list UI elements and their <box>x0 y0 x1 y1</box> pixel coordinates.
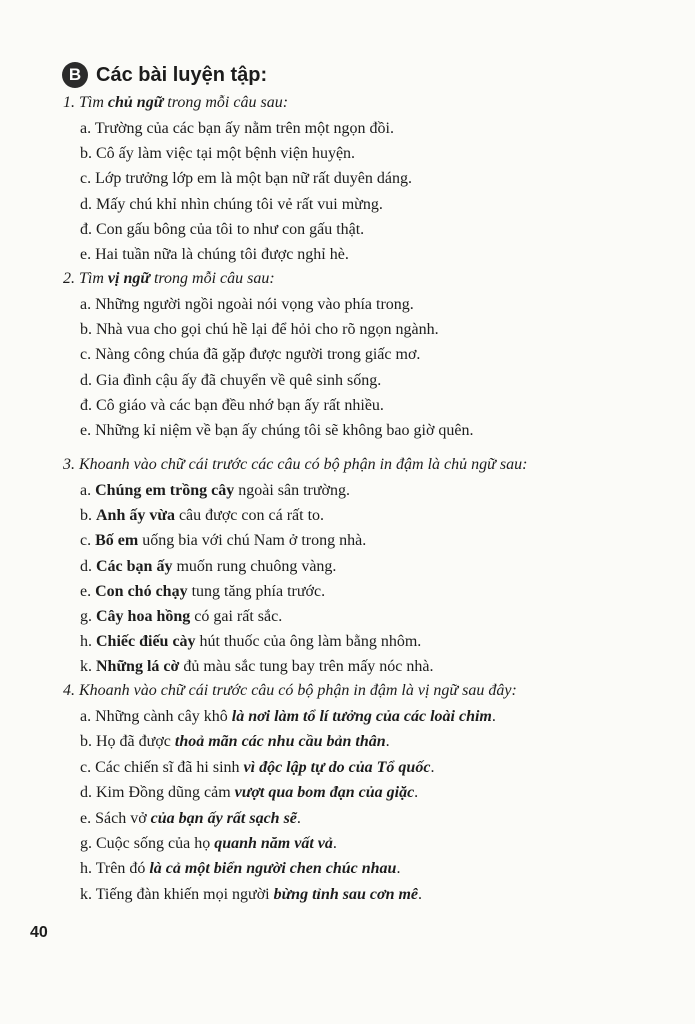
item-letter: c. <box>80 758 92 776</box>
item-text: Cô ấy làm việc tại một bệnh viện huyện. <box>96 145 356 163</box>
list-item[interactable] <box>80 296 414 314</box>
item-text: Trên đó <box>95 860 150 878</box>
item-text-end: . <box>414 784 419 802</box>
list-item[interactable] <box>80 145 355 163</box>
item-letter: d. <box>80 195 92 213</box>
item-letter: đ. <box>80 220 92 238</box>
question-text-suffix: trong mỗi câu sau: <box>149 270 275 287</box>
item-highlight: bừng tỉnh sau cơn mê <box>273 885 419 903</box>
list-item[interactable] <box>80 532 366 550</box>
item-letter: d. <box>80 784 92 802</box>
item-text: Kim Đồng dũng cảm <box>96 784 235 802</box>
list-item[interactable] <box>80 810 301 828</box>
item-text-end: muốn rung chuông vàng. <box>172 557 337 575</box>
item-text-end: đủ màu sắc tung bay trên mấy nóc nhà. <box>179 658 434 676</box>
question-text: Khoanh vào chữ cái trước câu có bộ phận in đậm là vị ngữ sau đây: <box>79 682 517 699</box>
item-text: Sách vở <box>95 809 151 827</box>
list-item[interactable] <box>80 170 412 188</box>
item-highlight: Bố em <box>95 532 139 550</box>
item-letter: g. <box>80 835 92 852</box>
list-item[interactable] <box>80 321 439 339</box>
list-item[interactable] <box>80 221 364 239</box>
question-number: 1. <box>63 94 75 111</box>
question-keyword: vị ngữ <box>107 270 150 287</box>
list-item[interactable] <box>80 835 337 853</box>
list-item[interactable] <box>80 886 422 904</box>
section-header <box>62 60 267 90</box>
item-highlight: Các bạn ấy <box>96 557 173 575</box>
list-item[interactable] <box>80 120 394 138</box>
item-letter: b. <box>80 321 92 339</box>
item-text: Mấy chú khỉ nhìn chúng tôi vẻ rất vui mừng. <box>96 195 383 213</box>
item-letter: d. <box>80 557 92 575</box>
list-item[interactable] <box>80 482 350 500</box>
item-text-end: hút thuốc của ông làm bằng nhôm. <box>195 633 422 651</box>
question-text: Tìm <box>79 94 108 111</box>
item-text-end: . <box>385 733 390 751</box>
item-highlight: Con chó chạy <box>95 582 188 600</box>
item-highlight: Chiếc điếu cày <box>96 633 196 651</box>
item-letter: e. <box>80 246 92 263</box>
section-badge: B <box>62 62 88 88</box>
item-text: Lớp trưởng lớp em là một bạn nữ rất duyên dáng. <box>95 170 412 188</box>
list-item[interactable] <box>80 733 390 751</box>
item-letter: a. <box>80 296 92 313</box>
list-item[interactable] <box>80 507 324 525</box>
item-highlight: thoả mãn các nhu cầu bản thân <box>174 733 386 751</box>
item-text: Nàng công chúa đã gặp được người trong giấc mơ. <box>95 346 421 364</box>
question-text: Tìm <box>79 270 108 287</box>
list-item[interactable] <box>80 759 434 777</box>
item-letter: e. <box>80 582 92 600</box>
item-text: Cuộc sống của họ <box>96 835 215 852</box>
item-text: Những người ngồi ngoài nói vọng vào phía trong. <box>95 296 414 313</box>
item-text: Gia đình cậu ấy đã chuyển về quê sinh sống. <box>96 371 382 389</box>
item-letter: g. <box>80 608 92 625</box>
question-text: Khoanh vào chữ cái trước các câu có bộ phận in đậm là chủ ngữ sau: <box>79 456 528 473</box>
list-item[interactable] <box>80 558 336 576</box>
item-text: Họ đã được <box>96 733 175 751</box>
item-highlight: là nơi làm tổ lí tưởng của các loài chim <box>231 708 492 725</box>
page-number: 40 <box>30 924 48 941</box>
item-text: Tiếng đàn khiến mọi người <box>95 885 274 903</box>
list-item[interactable] <box>80 860 400 878</box>
item-letter: h. <box>80 860 92 878</box>
item-text: Các chiến sĩ đã hi sinh <box>95 758 244 776</box>
item-letter: a. <box>80 482 92 499</box>
item-text-end: . <box>396 860 401 878</box>
list-item[interactable] <box>80 708 496 726</box>
item-letter: h. <box>80 633 92 651</box>
item-letter: c. <box>80 346 92 364</box>
item-text-end: . <box>418 885 423 903</box>
question-number: 3. <box>63 456 75 473</box>
list-item[interactable] <box>80 784 418 802</box>
item-highlight: Những lá cờ <box>96 658 180 676</box>
section-title: Các bài luyện tập: <box>96 63 268 86</box>
question-text-suffix: trong mỗi câu sau: <box>163 94 289 111</box>
question-number: 2. <box>63 270 75 287</box>
list-item[interactable] <box>80 633 421 651</box>
item-letter: a. <box>80 120 92 137</box>
list-item[interactable] <box>80 608 282 626</box>
item-highlight: quanh năm vất vả <box>214 835 333 852</box>
item-text-end: ngoài sân trường. <box>234 482 350 499</box>
item-text: Nhà vua cho gọi chú hề lại để hỏi cho rõ ngọn ngành. <box>96 321 439 339</box>
item-highlight: vượt qua bom đạn của giặc <box>234 784 415 802</box>
item-letter: e. <box>80 422 92 439</box>
item-highlight: Anh ấy vừa <box>96 507 175 525</box>
item-text: Những cành cây khô <box>95 708 232 725</box>
item-text-end: . <box>430 758 435 776</box>
item-letter: b. <box>80 733 92 751</box>
list-item[interactable] <box>80 397 384 415</box>
item-highlight: của bạn ấy rất sạch sẽ <box>150 809 297 827</box>
item-text: Hai tuần nữa là chúng tôi được nghỉ hè. <box>95 246 349 263</box>
item-letter: c. <box>80 532 92 550</box>
item-letter: b. <box>80 507 92 525</box>
list-item[interactable] <box>80 422 474 440</box>
item-highlight: Chúng em trồng cây <box>95 482 235 499</box>
item-text-end: . <box>332 835 337 852</box>
list-item[interactable] <box>80 346 420 364</box>
question-title <box>63 270 275 288</box>
item-letter: a. <box>80 708 92 725</box>
list-item[interactable] <box>80 372 381 390</box>
question-title <box>63 456 527 474</box>
item-text: Những kỉ niệm về bạn ấy chúng tôi sẽ không bao giờ quên. <box>95 422 474 439</box>
question-number: 4. <box>63 682 75 699</box>
list-item[interactable] <box>80 583 325 601</box>
item-letter: k. <box>80 885 92 903</box>
list-item[interactable] <box>80 196 383 214</box>
item-letter: k. <box>80 658 92 676</box>
list-item[interactable] <box>80 246 349 264</box>
question-title <box>63 94 288 112</box>
item-text: Cô giáo và các bạn đều nhớ bạn ấy rất nhiều. <box>96 396 384 414</box>
item-text: Con gấu bông của tôi to như con gấu thật. <box>96 220 365 238</box>
list-item[interactable] <box>80 658 434 676</box>
item-text-end: có gai rất sắc. <box>190 608 283 625</box>
item-highlight: vì độc lập tự do của Tổ quốc <box>243 758 431 776</box>
item-text-end: . <box>491 708 496 725</box>
item-text-end: tung tăng phía trước. <box>187 582 326 600</box>
item-letter: c. <box>80 170 92 188</box>
item-letter: d. <box>80 371 92 389</box>
item-text: Trường của các bạn ấy nằm trên một ngọn đồi. <box>94 120 394 137</box>
item-letter: e. <box>80 809 92 827</box>
item-letter: đ. <box>80 396 92 414</box>
item-letter: b. <box>80 145 92 163</box>
item-text-end: . <box>296 809 301 827</box>
item-text-end: uống bia với chú Nam ở trong nhà. <box>138 532 367 550</box>
item-text-end: câu được con cá rất to. <box>174 507 325 525</box>
item-highlight: là cả một biển người chen chúc nhau <box>149 860 397 878</box>
item-highlight: Cây hoa hồng <box>96 608 191 625</box>
question-title <box>63 682 517 700</box>
question-keyword: chủ ngữ <box>107 94 164 111</box>
